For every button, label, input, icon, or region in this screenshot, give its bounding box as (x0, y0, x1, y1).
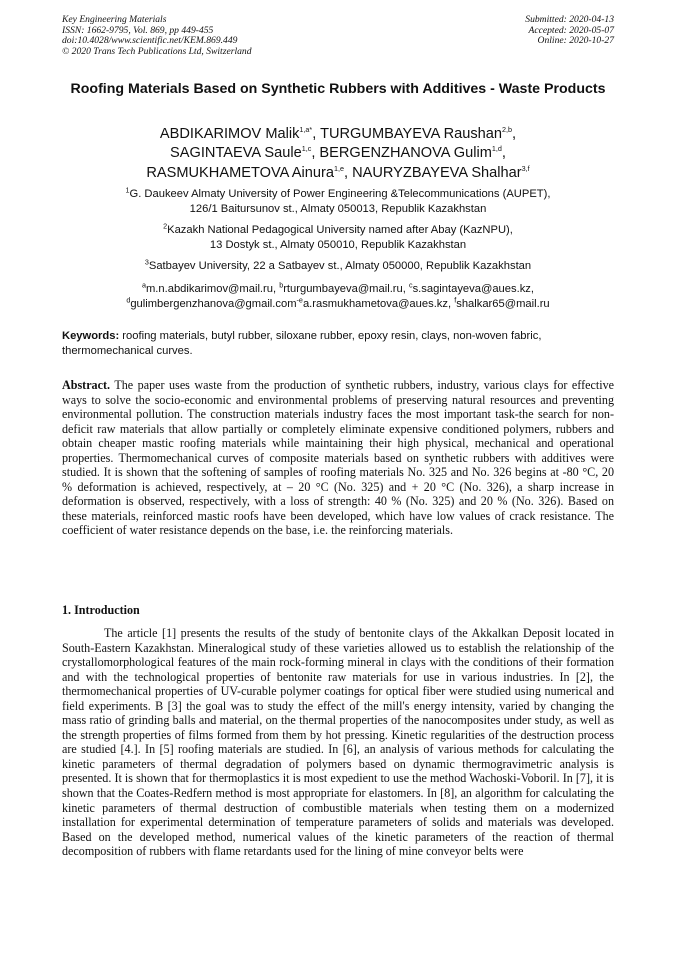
submitted-date: Submitted: 2020-04-13 (525, 14, 614, 25)
paper-title: Roofing Materials Based on Synthetic Rubbers with Additives - Waste Products (70, 81, 606, 97)
email-link[interactable]: shalkar65@mail.ru (456, 298, 550, 310)
introduction-paragraph: The article [1] presents the results of the study of bentonite clays of the Akkalkan Deposit located in South-Eastern Kazakhstan. Mineralogical study of these varieties allowed us to establish the relationship of the crystallomorphological features of the main rock-forming mineral in clays with the conditions of their formation and with the technological properties of bentonite raw materials for use in various industries. In [2], the thermomechanical properties of UV-curable polymer coatings for optical fiber were studied using numerical and field experiments. B [3] the goal was to study the effect of the mill's energy intensity, varied by changing the mass ratio of grinding balls and material, on the thermal properties of the nanocomposites under study, as well as the strength properties of films formed from them by hot pressing. Kinetic regularities of the destruction process are studied [4.]. In [5] roofing materials are studied. In [6], an analysis of various methods for calculating the kinetic parameters of thermal degradation of polymers based on dynamic thermogravimetric analysis is presented. It is shown that for thermoplastics it is most expedient to use the method Wachoski-Voboril. In [7], it is shown that the Coates-Redfern method is most appropriate for elastomers. In [8], an algorithm for calculating the kinetic parameters of thermal destruction of combustible materials when testing them on a modernized installation for experimental determination of temperature parameters of solids and materials was developed. Based on the developed method, numerical values of the kinetic parameters of the reaction of thermal decomposition of rubbers with flame retardants used for the lining of mine conveyor belts were (62, 626, 614, 859)
abstract-label: Abstract. (62, 378, 111, 392)
online-date: Online: 2020-10-27 (537, 35, 614, 47)
journal-info (62, 15, 252, 57)
author-3: SAGINTAEVA Saule$^{1,c}$, (170, 144, 320, 162)
accepted-date: Accepted: 2020-05-07 (528, 24, 614, 36)
affiliations (62, 187, 614, 312)
author-2: TURGUMBAYEVA Raushan$^{2,b}$, (320, 125, 517, 142)
keywords (62, 329, 614, 359)
abstract (62, 378, 614, 538)
email-link[interactable]: s.sagintayeva@aues.kz, (412, 283, 534, 295)
affiliation-1: $^1$G. Daukeev Almaty University of Power Engineering &Telecommunications (AUPET), 126/1 Baitursunov st., Almaty 050013, Republik Kazakhstan (125, 185, 551, 215)
author-4: BERGENZHANOVA Gulim$^{1,d}$, (319, 144, 506, 162)
author-list (62, 125, 614, 183)
affiliation-2: $^2$Kazakh National Pedagogical University named after Abay (KazNPU), 13 Dostyk st., Almaty 050010, Republik Kazakhstan (163, 221, 513, 251)
author-1: ABDIKARIMOV Malik$^{1,a*}$, (159, 125, 321, 142)
author-6: NAURYZBAYEVA Shalhar$^{3,f}$ (352, 163, 530, 181)
email-list: $^a$m.n.abdikarimov@mail.ru, $^b$rturgumbayeva@mail.ru, $^c$s.sagintayeva@aues.kz, $^d$gulimbergenzhanova@gmail.com$^{-e}$a.rasmukhametova@aues.kz, $^f$shalkar65@mail.ru (126, 280, 550, 310)
journal-name: Key Engineering Materials (62, 14, 167, 25)
email-link[interactable]: m.n.abdikarimov@mail.ru, (145, 283, 280, 295)
abstract-text: The paper uses waste from the production of synthetic rubbers, industry, various clays for effective ways to solve the socio-economic and environmental problems of preserving natural resources and preventing environmental pollution. The construction materials industry faces the most important task-the search for non-deficit raw materials that allow partially or completely eliminate expensive conditioned polymers, rubbers and obtain cheaper mastic roofing materials while maintaining their high physical, mechanical and operational properties. Thermomechanical curves of composite materials based on synthetic rubbers with additives were studied. It is shown that the softening of samples of roofing materials No. 325 and No. 326 begins at -80 °C, 20 % deformation is achieved, respectively, at – 20 °C (No. 325) and + 20 °C (No. 326), a sharp increase in deformation is observed, respectively, with a loss of strength: 40 % (No. 325) and 20 % (No. 326). Based on these materials, reinforced mastic roofs have been developed, which have low values of crack resistance. The coefficient of water resistance depends on the base, i.e. the reinforcing materials. (62, 378, 614, 538)
section-heading-introduction: 1. Introduction (62, 603, 140, 617)
publication-dates (525, 15, 614, 47)
email-link[interactable]: gulimbergenzhanova@gmail.com (130, 298, 297, 310)
keywords-text: roofing materials, butyl rubber, siloxane rubber, epoxy resin, clays, non-woven fabric, thermomechanical curves. (62, 330, 542, 357)
affiliation-3: $^3$Satbayev University, 22 a Satbayev st., Almaty 050000, Republik Kazakhstan (144, 257, 532, 272)
email-link[interactable]: rturgumbayeva@mail.ru, (283, 283, 409, 295)
journal-doi[interactable]: doi:10.4028/www.scientific.net/KEM.869.449 (62, 35, 238, 47)
email-link[interactable]: a.rasmukhametova@aues.kz, (302, 298, 455, 310)
author-5: RASMUKHAMETOVA Ainura$^{1,e}$, (146, 163, 353, 181)
journal-copyright: © 2020 Trans Tech Publications Ltd, Switzerland (62, 45, 252, 57)
journal-issn: ISSN: 1662-9795, Vol. 869, pp 449-455 (62, 24, 214, 36)
keywords-label: Keywords: (62, 330, 120, 342)
